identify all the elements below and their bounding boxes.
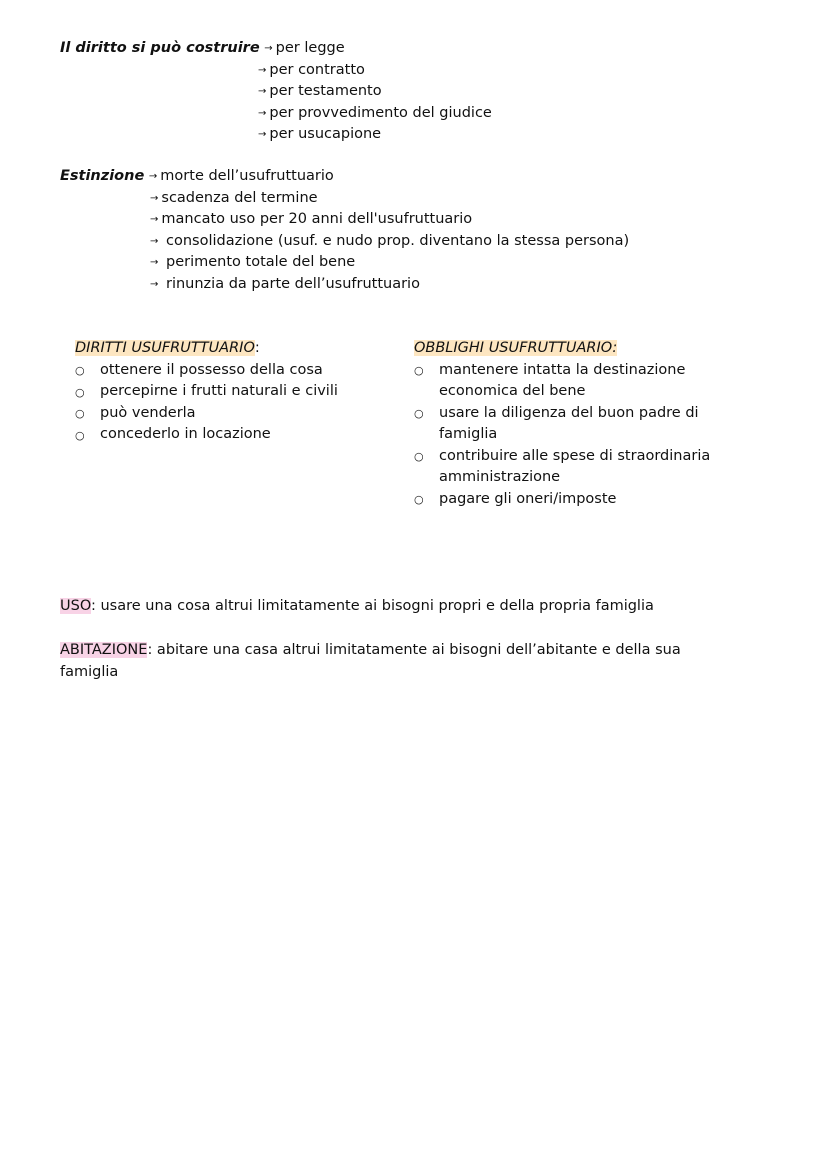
diritti-item: percepirne i frutti naturali e civili (100, 383, 338, 399)
uso-definition-line (60, 596, 654, 618)
costituzione-line-5 (258, 124, 381, 147)
arrow-icon: → (150, 257, 159, 268)
diritti-heading-line (75, 338, 260, 360)
arrow-icon: → (258, 107, 267, 119)
obblighi-item-cont: economica del bene (439, 383, 586, 399)
diritti-item: può venderla (100, 404, 196, 421)
abitazione-definition-line (60, 640, 681, 662)
bullet-circle-icon: ○ (414, 364, 424, 377)
obblighi-item: pagare gli oneri/imposte (439, 490, 617, 507)
estinzione-line-5 (150, 252, 355, 275)
abitazione-definition-cont: famiglia (60, 664, 119, 680)
costituzione-item: per testamento (269, 83, 382, 99)
costituzione-heading: Il diritto si può costruire (60, 40, 260, 56)
estinzione-line-2 (150, 188, 318, 211)
estinzione-heading: Estinzione (60, 168, 145, 184)
costituzione-item: per contratto (269, 61, 365, 78)
estinzione-item: scadenza del termine (161, 189, 318, 206)
arrow-icon: → (150, 278, 159, 290)
arrow-icon: → (258, 86, 267, 97)
bullet-circle-icon: ○ (75, 364, 85, 377)
estinzione-line-4 (150, 231, 629, 254)
diritti-heading: DIRITTI USUFRUTTUARIO (75, 340, 255, 356)
costituzione-line-3 (258, 81, 382, 104)
arrow-icon: → (150, 192, 159, 204)
bullet-circle-icon: ○ (414, 407, 424, 420)
bullet-circle-icon: ○ (75, 385, 85, 399)
arrow-icon: → (150, 235, 159, 247)
costituzione-item: per usucapione (269, 126, 382, 142)
costituzione-item: per legge (275, 40, 345, 56)
estinzione-item: morte dell’usufruttuario (160, 168, 334, 184)
arrow-icon: → (258, 64, 267, 76)
diritti-item: ottenere il possesso della cosa (100, 361, 323, 378)
bullet-circle-icon: ○ (414, 450, 424, 463)
arrow-icon: → (264, 43, 273, 54)
obblighi-item-cont: amministrazione (439, 469, 561, 485)
obblighi-heading: OBBLIGHI USUFRUTTUARIO: (414, 340, 618, 356)
abitazione-term: ABITAZIONE (60, 642, 148, 658)
costituzione-line-2 (258, 60, 365, 83)
estinzione-item: perimento totale del bene (166, 254, 356, 270)
obblighi-item: usare la diligenza del buon padre di (439, 404, 699, 421)
costituzione-line-1 (60, 38, 345, 61)
estinzione-item: mancato uso per 20 anni dell'usufruttuario (161, 211, 473, 227)
obblighi-item-cont: famiglia (439, 426, 498, 442)
estinzione-item: rinunzia da parte dell’usufruttuario (166, 275, 420, 292)
diritti-item: concederlo in locazione (100, 426, 271, 442)
arrow-icon: → (148, 171, 158, 182)
abitazione-definition: : abitare una casa altrui limitatamente ai bisogni dell’abitante e della sua (147, 642, 681, 658)
obblighi-heading-line (414, 338, 617, 360)
obblighi-item: mantenere intatta la destinazione (439, 361, 686, 378)
uso-term: USO (60, 598, 91, 614)
bullet-circle-icon: ○ (75, 428, 85, 442)
estinzione-line-3 (150, 209, 472, 232)
diritti-colon: : (254, 340, 260, 356)
estinzione-item: consolidazione (usuf. e nudo prop. diventano la stessa persona) (166, 232, 630, 249)
estinzione-line-1 (60, 166, 334, 189)
bullet-circle-icon: ○ (414, 493, 424, 506)
arrow-icon: → (258, 129, 267, 140)
obblighi-item: contribuire alle spese di straordinaria (439, 447, 711, 464)
costituzione-item: per provvedimento del giudice (269, 104, 492, 121)
arrow-icon: → (150, 214, 159, 225)
costituzione-line-4 (258, 103, 492, 126)
bullet-circle-icon: ○ (75, 407, 85, 420)
uso-definition: : usare una cosa altrui limitatamente ai bisogni propri e della propria famiglia (90, 598, 654, 614)
estinzione-line-6 (150, 274, 420, 297)
